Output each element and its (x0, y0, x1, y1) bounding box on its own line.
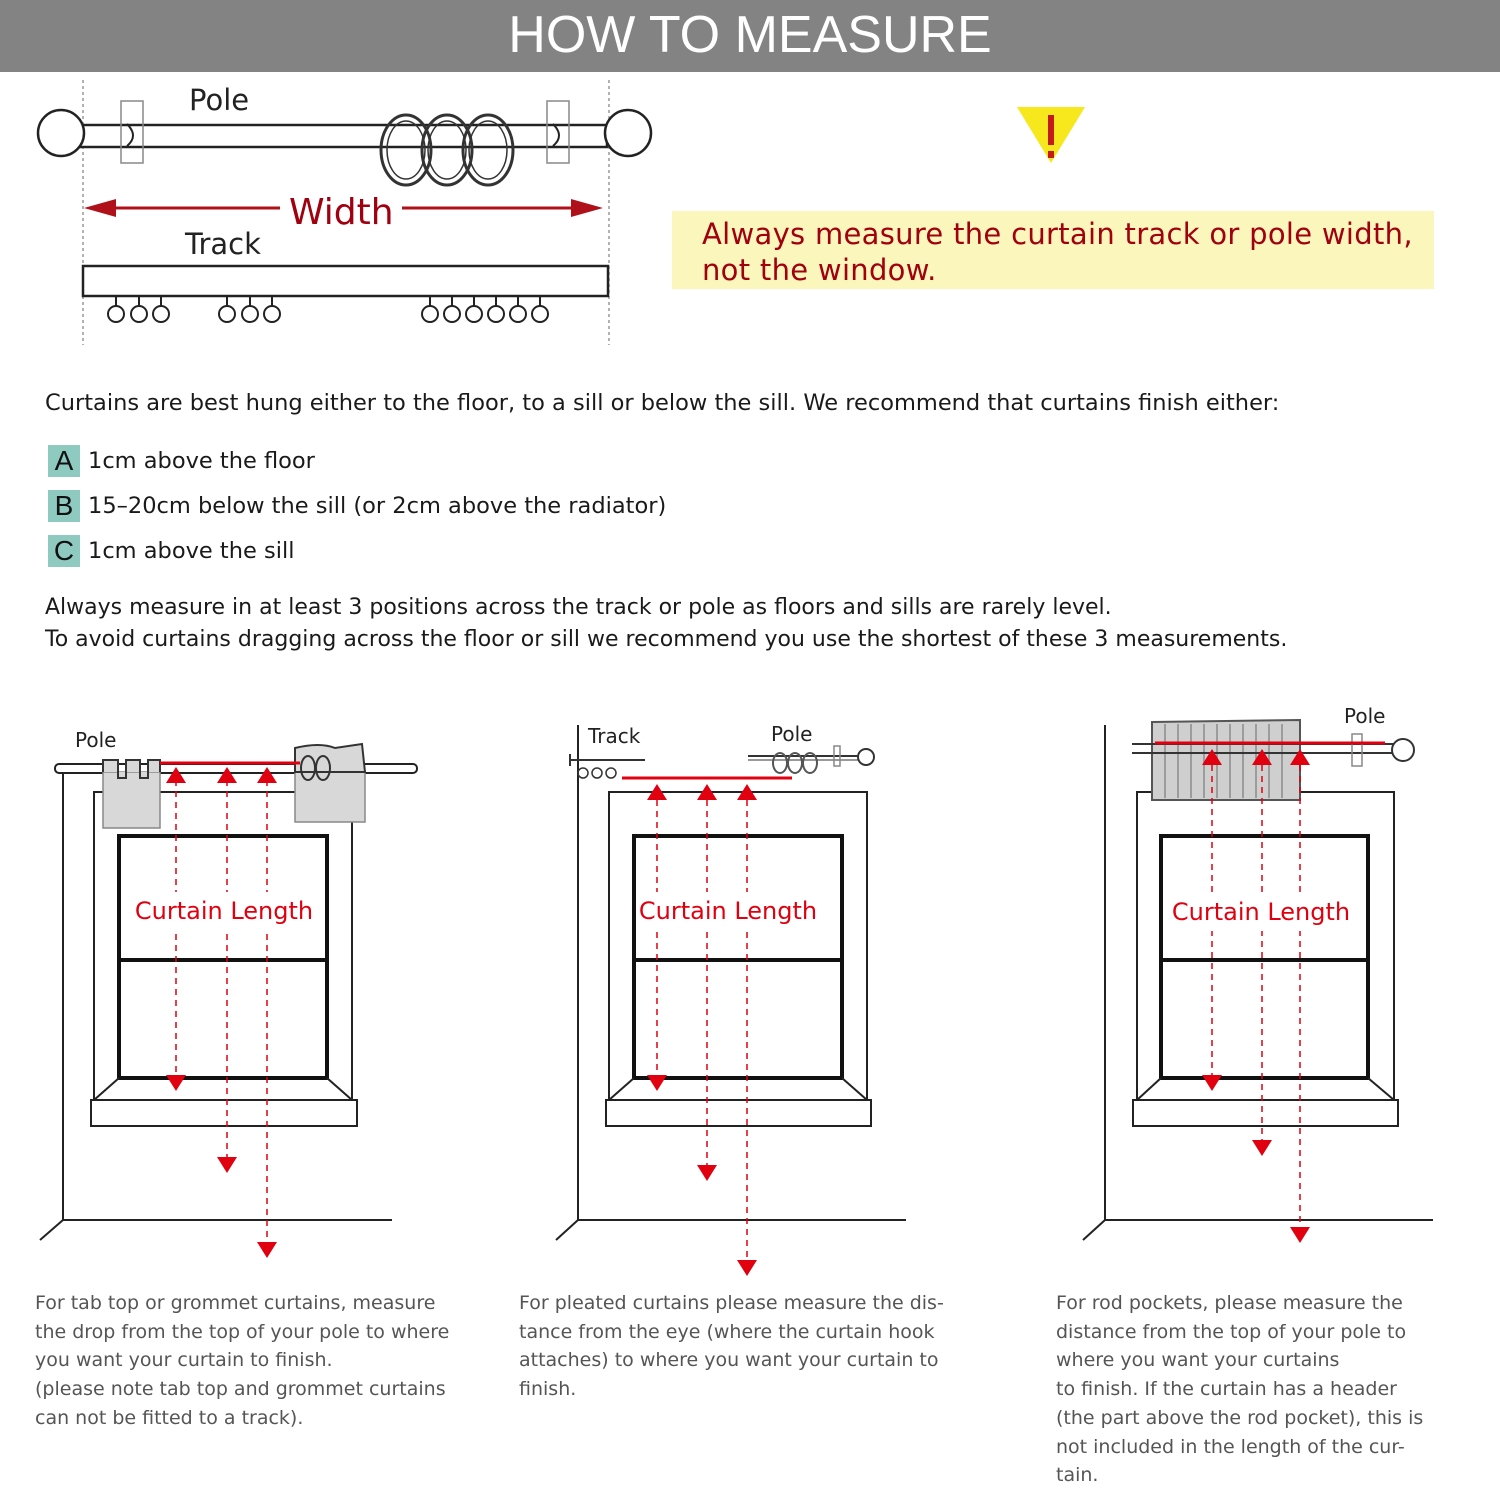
option-c-badge: C (48, 535, 80, 567)
window-sill (606, 1100, 871, 1126)
width-label: Width (289, 192, 394, 233)
caption-line: For tab top or grommet curtains, measure (35, 1292, 436, 1314)
caption-line: attaches) to where you want your curtain to (519, 1349, 939, 1372)
caption-line: For rod pockets, please measure the (1056, 1292, 1403, 1314)
caption-line: to finish. If the curtain has a header (1056, 1378, 1397, 1401)
caption-line: not included in the length of the cur- (1056, 1435, 1405, 1458)
caption-tab-top (35, 1289, 449, 1433)
warning-line-1: Always measure the curtain track or pole width, (702, 217, 1413, 251)
caption-line: where you want your curtains (1056, 1349, 1340, 1372)
caption-rod-pocket (1056, 1289, 1423, 1490)
pole-label: Pole (771, 722, 813, 746)
warning-box (672, 211, 1434, 289)
caption-line: (please note tab top and grommet curtains (35, 1378, 446, 1401)
track-gliders (108, 296, 548, 322)
option-a-text: 1cm above the floor (88, 448, 315, 474)
rod-pocket-curtain (1152, 720, 1300, 800)
width-diagram (0, 72, 660, 362)
warning-triangle-icon (1015, 105, 1087, 167)
option-c-text: 1cm above the sill (88, 538, 295, 564)
panel-rod-pocket-diagram (1000, 700, 1500, 1290)
caption-pleated (519, 1289, 944, 1404)
header-bar (0, 0, 1500, 72)
curtain-left (103, 772, 160, 828)
note-line-1: Always measure in at least 3 positions across the track or pole as floors and sills are rarely level. (45, 595, 1112, 620)
caption-line: finish. (519, 1378, 577, 1401)
track-bar (83, 266, 608, 296)
warning-line-2: not the window. (702, 253, 937, 287)
curtain-length-label: Curtain Length (1171, 898, 1351, 926)
option-b-text: 15–20cm below the sill (or 2cm above the radiator) (88, 493, 667, 519)
window-frame (1137, 792, 1394, 1100)
caption-line: you want your curtain to finish. (35, 1349, 333, 1372)
pole-label: Pole (1344, 704, 1386, 728)
track-label: Track (185, 227, 261, 261)
caption-line: tance from the eye (where the curtain hook (519, 1320, 935, 1343)
intro-text: Curtains are best hung either to the floor, to a sill or below the sill. We recommend that curtains finish either: (45, 390, 1280, 416)
pole-bar (80, 125, 607, 147)
pole-finial-left (38, 110, 84, 156)
curtain-length-label: Curtain Length (638, 897, 818, 925)
caption-line: the drop from the top of your pole to where (35, 1320, 450, 1343)
pole-label: Pole (75, 728, 117, 752)
caption-line: (the part above the rod pocket), this is (1056, 1406, 1424, 1429)
window-sill (91, 1100, 357, 1126)
track-label: Track (588, 724, 641, 748)
window-sill (1133, 1100, 1398, 1126)
curtain-length-label: Curtain Length (134, 897, 314, 925)
option-b-badge: B (48, 490, 80, 522)
page-title: HOW TO MEASURE (508, 6, 992, 64)
caption-line: tain. (1056, 1464, 1099, 1487)
note-line-2: To avoid curtains dragging across the floor or sill we recommend you use the shortest of these 3 measurements. (45, 627, 1288, 652)
caption-line: can not be fitted to a track). (35, 1406, 304, 1429)
window-frame (609, 792, 867, 1100)
window-frame (94, 792, 352, 1100)
caption-line: distance from the top of your pole to (1056, 1320, 1407, 1343)
panel-tab-top-diagram (0, 700, 500, 1290)
caption-line: For pleated curtains please measure the dis- (519, 1292, 944, 1314)
panel-pleated-diagram (500, 700, 1000, 1290)
option-a-badge: A (48, 445, 80, 477)
pole-label: Pole (189, 83, 250, 117)
pole-finial-right (605, 110, 651, 156)
